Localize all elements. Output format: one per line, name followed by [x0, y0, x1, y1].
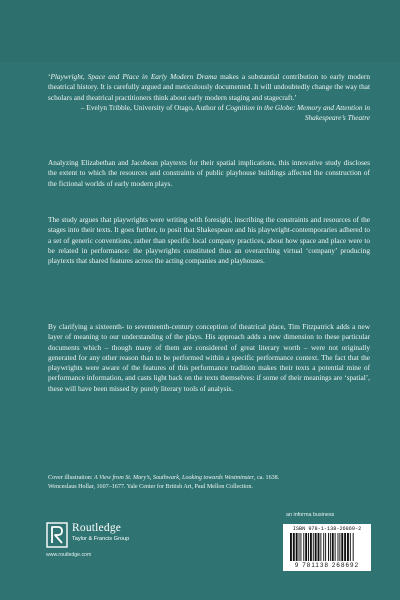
- barcode-bars: [289, 533, 365, 561]
- publisher-group: Taylor & Francis Group: [72, 536, 130, 542]
- endorsement-quote: [48, 72, 370, 123]
- barcode-bar: [339, 533, 340, 561]
- cover-credit-line-2: Wenceslaus Hollar, 1607–1677. Yale Center for British Art, Paul Mellon Collection.: [48, 483, 253, 490]
- description-paragraph-2: The study argues that playwrights were writing with foresight, inscribing the constraints and resources of the stages into their texts. It goes further, to posit that Shakespeare and his playwright-contemporaries adhered to a set of generic conventions, rather than specific local company practices, about how space and place were to be related in performance: the playwrights constituted thus an overarching virtual ‘company’ producing playtexts that shared features across the acting companies and playhouses.: [48, 215, 370, 266]
- description-paragraph-3: By clarifying a sixteenth- to seventeenth-century conception of theatrical place, Tim Fitzpatrick adds a new layer of meaning to our understanding of the plays. His approach adds a new dimension to these particular documents which – though many of them are considered of great literary worth – were not originally generated for any other reason than to be performed within a specific performance context. The fact that the playwrights were aware of the features of this performance tradition makes their texts a potential mine of performance information, and casts light back on the texts themselves: if some of their meanings are ‘spatial’, these will have been missed by purely literary tools of analysis.: [48, 322, 370, 393]
- barcode-bar: [344, 533, 346, 561]
- cover-credit-prefix: Cover illustration:: [48, 475, 95, 481]
- barcode-bar: [332, 533, 334, 561]
- barcode-bar: [341, 533, 343, 561]
- barcode-bar: [299, 533, 300, 561]
- top-background-strip: [0, 0, 400, 62]
- barcode-bar: [290, 533, 292, 561]
- barcode-bar: [318, 533, 320, 561]
- close-quote-mark: ’: [294, 92, 297, 102]
- cover-illustration-credit: [48, 474, 348, 491]
- cover-artwork-title: A View from St. Mary’s, Southwark, Looking towards Westminster: [94, 475, 255, 481]
- barcode-bar: [308, 533, 309, 561]
- endorsement-text: [48, 72, 370, 103]
- barcode-bar: [328, 533, 329, 561]
- attribution-prefix: – Evelyn Tribble, University of Otago, Author of: [80, 102, 226, 112]
- open-quote-mark: ‘: [48, 72, 51, 81]
- cover-credit-suffix: , ca. 1638.: [254, 475, 280, 481]
- quoted-book-title: Playwright, Space and Place in Early Modern Drama: [50, 72, 218, 81]
- barcode-bar: [300, 533, 301, 561]
- barcode-bar: [320, 533, 321, 561]
- attribution-book-title: Cognition in the Globe: Memory and Attention in Shakespeare’s Theatre: [225, 102, 370, 123]
- publisher-name: Routledge: [72, 522, 122, 534]
- barcode-bar: [347, 533, 349, 561]
- barcode-bar: [338, 533, 339, 561]
- informa-tagline: an informa business: [286, 512, 335, 518]
- barcode-bar: [323, 533, 324, 561]
- barcode-bar: [325, 533, 326, 561]
- endorsement-body: makes a substantial contribution to early modern theatrical history. It is carefully argued and meticulously documented. It will undoubtedly change the way that scholars and theatrical practitioners think about early modern staging and stagecraft.: [48, 72, 370, 102]
- barcode-bar: [303, 533, 304, 561]
- isbn-number: ISBN 978-1-138-26869-2: [292, 526, 362, 532]
- barcode-bar: [293, 533, 295, 561]
- barcode-bar: [315, 533, 317, 561]
- barcode-bar: [305, 533, 307, 561]
- publisher-url: www.routledge.com: [46, 552, 92, 558]
- barcode-bar: [353, 533, 354, 561]
- barcode-bar: [350, 533, 351, 561]
- isbn-barcode: [283, 524, 371, 571]
- cover-credit-line-1: [48, 474, 348, 483]
- routledge-r-logo-icon: [46, 522, 68, 548]
- barcode-bar: [330, 533, 331, 561]
- barcode-digits: 9 781138 268692: [294, 562, 360, 569]
- publisher-logo: [46, 521, 166, 561]
- barcode-bar: [296, 533, 298, 561]
- description-paragraph-1: Analyzing Elizabethan and Jacobean playtexts for their spatial implications, this innovative study discloses the extent to which the resources and constraints of public playhouse buildings affected the construction of the fictional worlds of early modern plays.: [48, 158, 370, 188]
- endorsement-attribution: [48, 103, 370, 124]
- barcode-bar: [335, 533, 336, 561]
- barcode-bar: [313, 533, 314, 561]
- barcode-bar: [310, 533, 312, 561]
